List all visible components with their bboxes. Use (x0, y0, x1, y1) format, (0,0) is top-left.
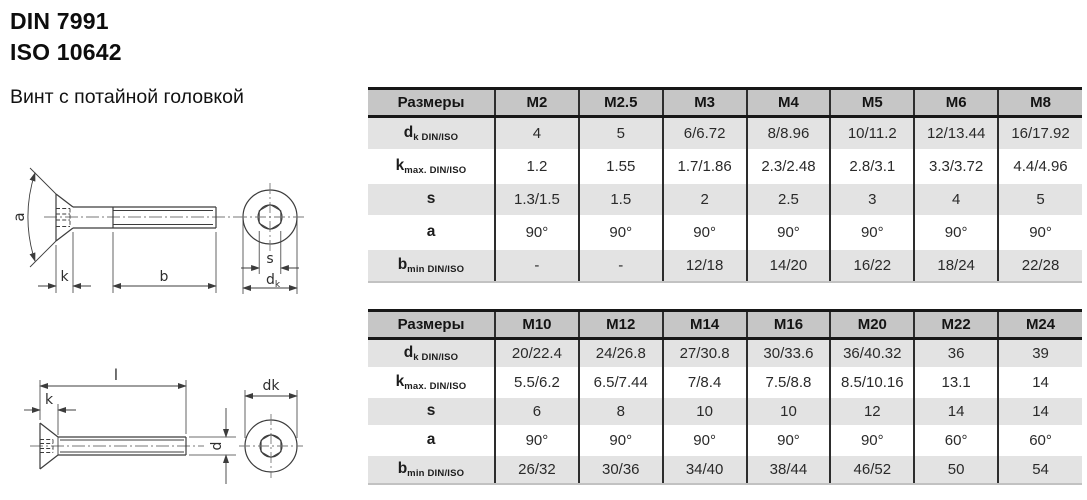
table-row (368, 216, 1082, 249)
row-label-base: k (395, 373, 405, 390)
column-header-cell: M8 (998, 89, 1082, 117)
row-label-sub: max. DIN/ISO (404, 165, 467, 176)
table-cell: 6/6.72 (663, 117, 747, 151)
k-label: k (60, 269, 69, 285)
table-row (368, 397, 1082, 426)
row-label-sub: k DIN/ISO (413, 352, 459, 363)
cone-bottom-line (56, 228, 73, 241)
sizes-header-cell: Размеры (368, 89, 495, 117)
row-label-base: k (395, 157, 405, 174)
dk-label: $d_k$ (266, 272, 281, 290)
column-header-cell: M2.5 (579, 89, 663, 117)
s-label: s (266, 251, 274, 267)
column-header-cell: M3 (663, 89, 747, 117)
row-label-cell (368, 249, 495, 282)
column-header-cell: M14 (663, 311, 747, 339)
table-cell: 2.5 (747, 183, 831, 216)
column-header-cell: M10 (495, 311, 579, 339)
table-cell: 1.3/1.5 (495, 183, 579, 216)
table-cell: 36/40.32 (830, 339, 914, 369)
table-row (368, 368, 1082, 397)
table-cell: 16/22 (830, 249, 914, 282)
table-cell: 24/26.8 (579, 339, 663, 369)
column-header-cell: M6 (914, 89, 998, 117)
table-cell: 12/13.44 (914, 117, 998, 151)
column-header-cell: M12 (579, 311, 663, 339)
dk-label: dk (262, 378, 280, 394)
table-row (368, 183, 1082, 216)
table-cell: 4 (914, 183, 998, 216)
table-cell: 8/8.96 (747, 117, 831, 151)
table-cell: 12/18 (663, 249, 747, 282)
table-cell: 22/28 (998, 249, 1082, 282)
table-row (368, 426, 1082, 455)
table-cell: 90° (663, 426, 747, 455)
table-row (368, 249, 1082, 282)
table-cell: 6 (495, 397, 579, 426)
row-label-cell (368, 216, 495, 249)
column-header-cell: M4 (747, 89, 831, 117)
head-outline-circle (245, 420, 297, 472)
spec-table-small-sizes (368, 87, 1082, 283)
table-cell: 38/44 (747, 455, 831, 484)
row-label-cell (368, 117, 495, 151)
product-name: Винт с потайной головкой (10, 86, 244, 108)
angle-a-label: a (10, 212, 28, 222)
column-header-cell: M2 (495, 89, 579, 117)
table-cell: 27/30.8 (663, 339, 747, 369)
cone-bottom-line (40, 455, 58, 469)
table-cell: 30/33.6 (747, 339, 831, 369)
socket-hidden-lines (56, 209, 70, 227)
k-label: k (44, 392, 54, 408)
standard-din: DIN 7991 (10, 8, 109, 34)
screw-drawing-bottom (8, 350, 353, 500)
table-cell: 3 (830, 183, 914, 216)
table-cell: 3.3/3.72 (914, 150, 998, 183)
table-cell: 90° (830, 426, 914, 455)
row-label-base: d (403, 124, 414, 141)
table-cell: 8 (579, 397, 663, 426)
row-label-cell (368, 339, 495, 369)
cone-top-line (40, 423, 58, 437)
table-cell: 5 (998, 183, 1082, 216)
table-row (368, 455, 1082, 484)
table-cell: 90° (579, 426, 663, 455)
table-cell: 1.2 (495, 150, 579, 183)
row-label-base: b (397, 256, 408, 273)
l-label: l (113, 366, 119, 384)
table-cell: 54 (998, 455, 1082, 484)
screw-drawing-top (8, 157, 353, 303)
table-cell: 16/17.92 (998, 117, 1082, 151)
table-cell: 20/22.4 (495, 339, 579, 369)
table-row (368, 339, 1082, 369)
column-header-cell: M5 (830, 89, 914, 117)
table-cell: 90° (663, 216, 747, 249)
table-cell: 50 (914, 455, 998, 484)
table-cell: 5.5/6.2 (495, 368, 579, 397)
table-cell: 1.55 (579, 150, 663, 183)
row-label-base: d (403, 344, 414, 361)
table-cell: 12 (830, 397, 914, 426)
row-label-sub: max. DIN/ISO (404, 381, 467, 392)
table-cell: 6.5/7.44 (579, 368, 663, 397)
table-row (368, 150, 1082, 183)
row-label-cell (368, 183, 495, 216)
table-cell: 14 (914, 397, 998, 426)
row-label-cell (368, 426, 495, 455)
column-header-cell: M16 (747, 311, 831, 339)
table-cell: 34/40 (663, 455, 747, 484)
table-cell: 90° (495, 216, 579, 249)
table-cell: 36 (914, 339, 998, 369)
row-label-cell (368, 397, 495, 426)
row-label-base: a (426, 431, 436, 448)
table-cell: 7/8.4 (663, 368, 747, 397)
table-cell: 1.5 (579, 183, 663, 216)
table-cell: 2.3/2.48 (747, 150, 831, 183)
table-header-row (368, 89, 1082, 117)
table-cell: - (495, 249, 579, 282)
table-cell: 14 (998, 397, 1082, 426)
table-cell: 7.5/8.8 (747, 368, 831, 397)
table-cell: - (579, 249, 663, 282)
spec-table-large-sizes (368, 309, 1082, 485)
table-cell: 2.8/3.1 (830, 150, 914, 183)
table-cell: 90° (747, 216, 831, 249)
table-cell: 13.1 (914, 368, 998, 397)
row-label-cell (368, 368, 495, 397)
table-cell: 1.7/1.86 (663, 150, 747, 183)
title-block (10, 6, 122, 68)
b-label: b (159, 269, 169, 285)
row-label-base: s (426, 402, 436, 419)
table-cell: 14 (998, 368, 1082, 397)
row-label-base: s (426, 190, 436, 207)
table-cell: 90° (579, 216, 663, 249)
column-header-cell: M20 (830, 311, 914, 339)
angle-arc (28, 173, 35, 261)
row-label-cell (368, 455, 495, 484)
standard-iso: ISO 10642 (10, 39, 122, 65)
d-label: d (209, 441, 225, 451)
table-cell: 39 (998, 339, 1082, 369)
table-cell: 26/32 (495, 455, 579, 484)
table-cell: 5 (579, 117, 663, 151)
table-cell: 4.4/4.96 (998, 150, 1082, 183)
table-cell: 90° (747, 426, 831, 455)
table-cell: 10/11.2 (830, 117, 914, 151)
table-cell: 30/36 (579, 455, 663, 484)
table-cell: 46/52 (830, 455, 914, 484)
table-cell: 2 (663, 183, 747, 216)
column-header-cell: M24 (998, 311, 1082, 339)
table-cell: 8.5/10.16 (830, 368, 914, 397)
table-cell: 60° (998, 426, 1082, 455)
angle-ext-bottom (30, 241, 56, 267)
column-header-cell: M22 (914, 311, 998, 339)
table-cell: 60° (914, 426, 998, 455)
table-cell: 10 (663, 397, 747, 426)
row-label-sub: min DIN/ISO (407, 264, 465, 275)
table-row (368, 117, 1082, 151)
table-cell: 10 (747, 397, 831, 426)
sizes-header-cell: Размеры (368, 311, 495, 339)
cone-top-line (56, 194, 73, 207)
table-cell: 90° (914, 216, 998, 249)
table-cell: 4 (495, 117, 579, 151)
table-cell: 90° (495, 426, 579, 455)
row-label-base: a (426, 223, 436, 240)
row-label-cell (368, 150, 495, 183)
table-cell: 18/24 (914, 249, 998, 282)
table-cell: 90° (830, 216, 914, 249)
table-header-row (368, 311, 1082, 339)
table-cell: 14/20 (747, 249, 831, 282)
angle-ext-top (30, 168, 56, 194)
row-label-base: b (397, 460, 408, 477)
row-label-sub: min DIN/ISO (407, 468, 465, 479)
row-label-sub: k DIN/ISO (413, 132, 459, 143)
table-cell: 90° (998, 216, 1082, 249)
